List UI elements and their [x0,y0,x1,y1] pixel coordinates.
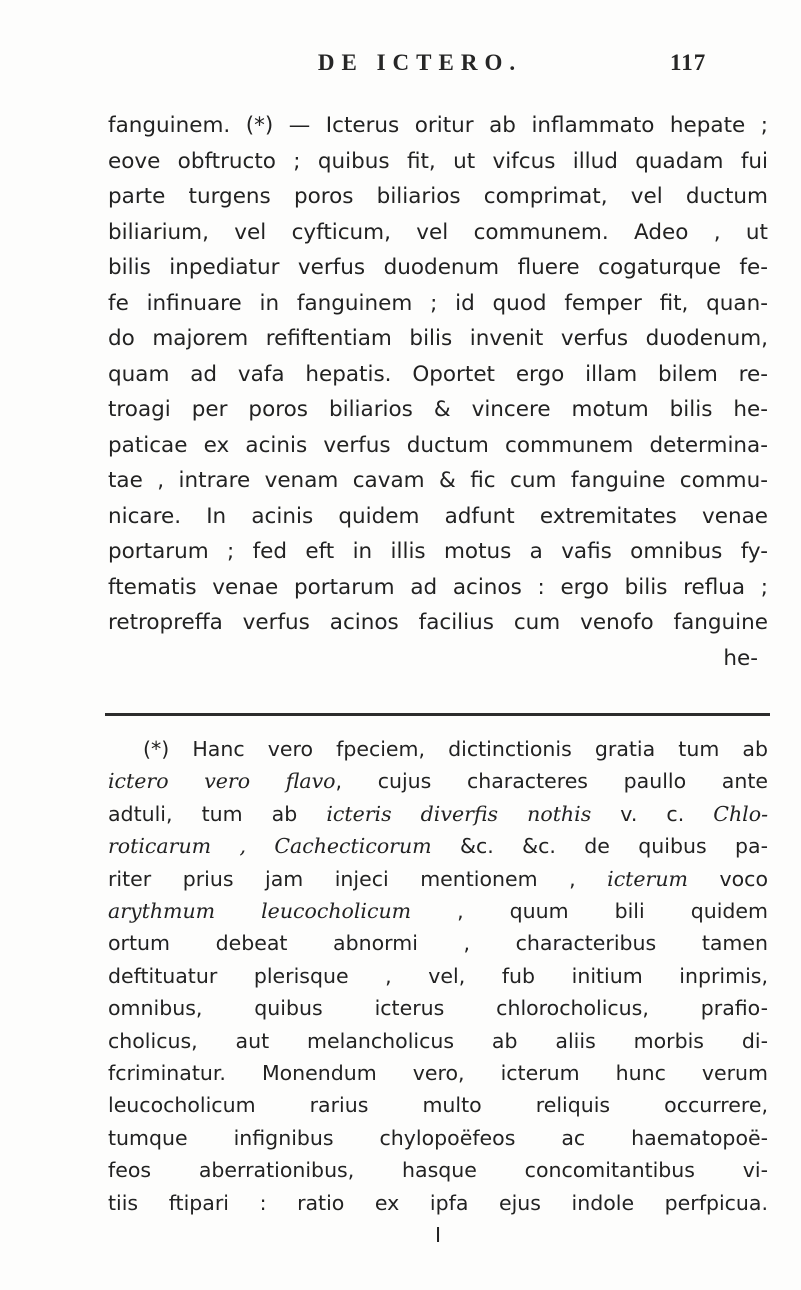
footnote-line: leucocholicum rarius multo reliquis occurrere, [108,1093,768,1118]
text-line: portarum ; fed eft in illis motus a vafis omnibus fy- [108,539,768,564]
footnote-line: cholicus, aut melancholicus ab aliis morbis di- [108,1028,768,1053]
text-line: nicare. In acinis quidem adfunt extremitates venae [108,503,768,529]
catchword: he- [723,645,758,671]
footnote-line: feos aberrationibus, hasque concomitantibus vi- [108,1158,768,1183]
signature-mark: I [434,1223,442,1248]
running-title: DE ICTERO. [317,50,523,75]
text-line: ftematis venae portarum ad acinos : ergo bilis reflua ; [108,574,768,600]
text-line: bilis inpediatur verfus duodenum fluere cogaturque fe- [108,255,768,280]
footnote-line: arythmum leucocholicum , quum bili quidem [108,899,768,924]
text-line: parte turgens poros biliarios comprimat, vel ductum [108,184,768,209]
text-line: do majorem refiftentiam bilis invenit verfus duodenum, [108,326,768,351]
footnote-line: fcriminatur. Monendum vero, icterum hunc verum [108,1061,768,1086]
footnote-line: omnibus, quibus icterus chlorocholicus, prafio- [108,996,768,1021]
text-line: biliarium, vel cyfticum, vel communem. Adeo , ut [108,219,768,245]
footnote-line: tiis ftipari : ratio ex ipfa ejus indole perfpicua. [108,1190,768,1215]
text-line: eove obftructo ; quibus fit, ut vifcus illud quadam fui [108,148,768,174]
text-line: retropreffa verfus acinos facilius cum venofo fanguine [108,610,768,635]
text-line: fanguinem. (*) — Icterus oritur ab inflammato hepate ; [108,113,768,138]
page-number: 117 [670,50,707,75]
text-line: fe infinuare in fanguinem ; id quod femper fit, quan- [108,290,768,316]
footnote-line: roticarum , Cachecticorum &c. &c. de quibus pa- [108,834,768,859]
text-line: troagi per poros biliarios & vincere motum bilis he- [108,397,768,422]
footnote-line: deftituatur plerisque , vel, fub initium inprimis, [108,963,768,988]
footnote-line: riter prius jam injeci mentionem , icterum voco [108,866,768,891]
footnote-line: (*) Hanc vero fpeciem, dictinctionis gratia tum ab [143,737,768,761]
text-line: paticae ex acinis verfus ductum communem determina- [108,432,768,458]
text-line: tae , intrare venam cavam & fic cum fanguine commu- [108,468,768,493]
footnote [108,733,768,1252]
footnote-divider [105,713,770,716]
footnote-line: adtuli, tum ab icteris diverfis nothis v. c. Chlo- [108,801,769,826]
footnote-line: ortum debeat abnormi , characteribus tamen [108,931,768,956]
main-text [108,108,768,676]
page-header [0,50,801,90]
text-line: quam ad vafa hepatis. Oportet ergo illam bilem re- [108,361,768,387]
footnote-line: tumque infignibus chylopoëfeos ac haematopoë- [108,1125,768,1150]
footnote-line: ictero vero flavo, cujus characteres paullo ante [108,769,768,794]
